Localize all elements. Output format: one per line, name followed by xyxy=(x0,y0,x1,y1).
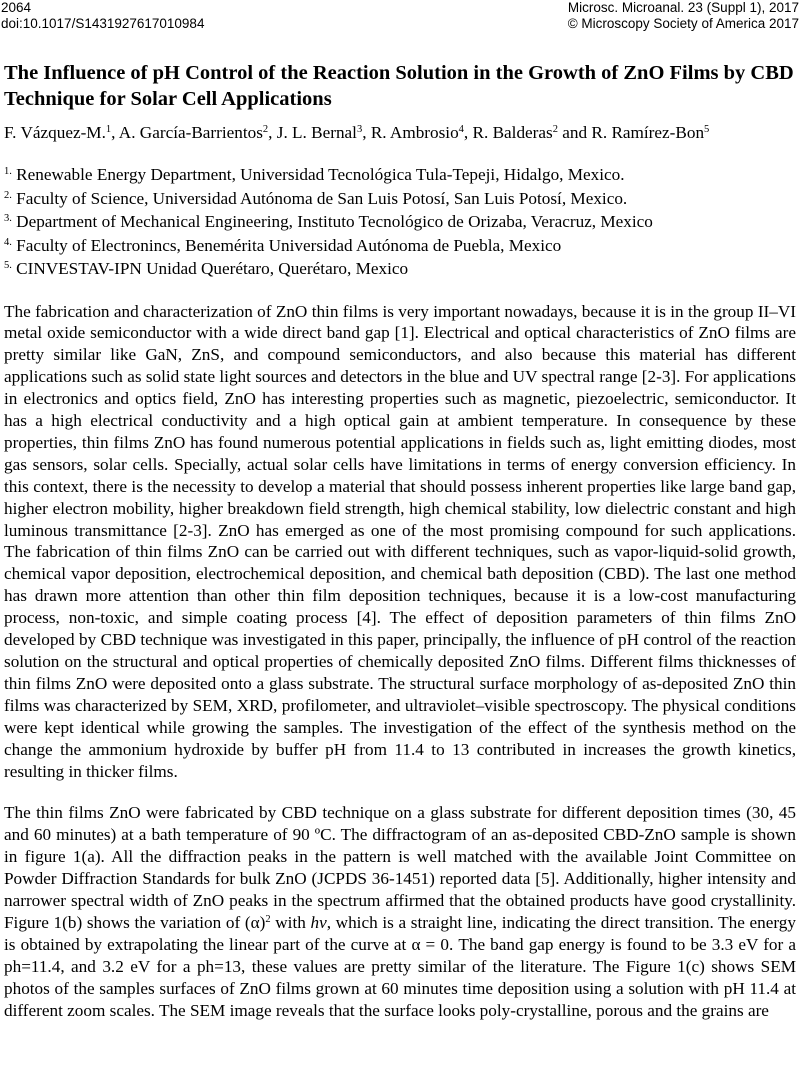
affiliation-text: CINVESTAV-IPN Unidad Querétaro, Querétaro, Mexico xyxy=(11,259,409,278)
affiliation-number: 3. xyxy=(4,213,12,224)
author-separator: , xyxy=(268,123,277,142)
author-name: R. Ramírez-Bon xyxy=(591,123,705,142)
author-affiliation-mark: 2 xyxy=(552,124,558,135)
results-paragraph xyxy=(4,802,796,1021)
author-name: A. García-Barrientos xyxy=(118,123,263,142)
header-right xyxy=(568,0,799,32)
author-list xyxy=(4,122,796,144)
author-separator: , xyxy=(362,123,371,142)
hv-symbol: hv xyxy=(310,912,327,932)
affiliation xyxy=(4,187,796,211)
results-text: , which is a straight line, indicating the direct transition. The energy is obtained by extrapolating the linear part of the curve at α = 0. The band gap energy is found to be 3.3 eV for a ph=11.4, and 3.2 eV for a ph=13, these values are pretty similar of the literature. The Figure 1(c) shows SEM photos of the samples surfaces of ZnO films grown at 60 minutes time deposition using a solution with pH 11.4 at different zoom scales. The SEM image reveals that the surface looks poly-crystalline, porous and the grains are xyxy=(4,912,796,1020)
author-name: J. L. Bernal xyxy=(276,123,357,142)
affiliation-text: Faculty of Electronincs, Benemérita Universidad Autónoma de Puebla, Mexico xyxy=(11,235,562,255)
header-left xyxy=(1,0,204,32)
affiliation-number: 5. xyxy=(4,260,12,271)
copyright: © Microscopy Society of America 2017 xyxy=(567,16,799,31)
doi: doi:10.1017/S1431927617010984 xyxy=(1,16,205,31)
affiliation-text: Renewable Energy Department, Universidad Tecnológica Tula-Tepeji, Hidalgo, Mexico. xyxy=(11,165,625,184)
author-affiliation-mark: 1 xyxy=(105,124,112,135)
author-separator: , xyxy=(463,123,473,142)
affiliation xyxy=(4,234,796,258)
affiliation-number: 4. xyxy=(4,236,12,248)
results-text: with xyxy=(270,912,311,932)
affiliation xyxy=(4,210,796,234)
author-name: F. Vázquez-M. xyxy=(4,123,106,142)
article-title: The Influence of pH Control of the Reaction Solution in the Growth of ZnO Films by CBD Technique for Solar Cell Applications xyxy=(4,62,794,110)
affiliation xyxy=(4,163,796,187)
author-affiliation-mark: 2 xyxy=(262,124,269,135)
article-body xyxy=(4,60,796,1022)
affiliation-list xyxy=(4,163,796,281)
results-text: The thin films ZnO were fabricated by CBD technique on a glass substrate for different deposition times (30, 45 and 60 minutes) at a bath temperature of 90 ºC. The diffractogram of an as-deposited CBD-ZnO sample is shown in figure 1(a). All the diffraction peaks in the pattern is well matched with the available Joint Committee on Powder Diffraction Standards for bulk ZnO (JCPDS 36-1451) reported data [5]. Additionally, higher intensity and narrower spectral width of ZnO peaks in the spectrum affirmed that the obtained products have good crystallinity. Figure 1(b) shows the variation of (α) xyxy=(4,803,796,932)
page-number: 2064 xyxy=(1,0,32,15)
author-separator: , xyxy=(111,123,119,142)
affiliation-text: Faculty of Science, Universidad Autónoma de San Luis Potosí, San Luis Potosí, Mexico. xyxy=(11,188,628,208)
author-affiliation-mark: 3 xyxy=(356,124,363,135)
affiliation xyxy=(4,257,796,281)
affiliation-number: 2. xyxy=(4,189,12,201)
author-name: R. Ambrosio xyxy=(370,123,459,142)
journal-citation: Microsc. Microanal. 23 (Suppl 1), 2017 xyxy=(567,0,799,15)
author-affiliation-mark: 4 xyxy=(458,124,464,135)
superscript: 2 xyxy=(265,913,271,925)
author-separator: and xyxy=(557,123,592,142)
intro-paragraph: The fabrication and characterization of ZnO thin films is very important nowadays, because it is in the group II–VI metal oxide semiconductor with a wide direct band gap [1]. Electrical and optical characteristics of ZnO films are pretty similar like GaN, ZnS, and compound semiconductors, and also because this material has different applications such as solid state light sources and detectors in the blue and UV spectral range [2-3]. For applications in electronics and optics field, ZnO has interesting properties such as magnetic, piezoelectric, semiconductor. It has a high electrical conductivity and a high optical gain at ambient temperature. In consequence by these properties, thin films ZnO has found numerous potential applications in fields such as, light emitting diodes, most gas sensors, solar cells. Specially, actual solar cells have limitations in terms of energy conversion efficiency. In this context, there is the necessity to develop a material that should possess inherent properties like large band gap, higher electron mobility, higher breakdown field strength, high chemical stability, low dielectric constant and high luminous transmittance [2-3]. ZnO has emerged as one of the most promising compound for such applications. The fabrication of thin films ZnO can be carried out with different techniques, such as vapor-liquid-solid growth, chemical vapor deposition, electrochemical deposition, and chemical bath deposition (CBD). The last one method has drawn more attention than other thin film deposition techniques, because it is a low-cost manufacturing process, non-toxic, and simple coating process [4]. The effect of deposition parameters of thin films ZnO developed by CBD technique was investigated in this paper, principally, the influence of pH control of the reaction solution on the structural and optical properties of chemically deposited ZnO films. Different films thicknesses of thin films ZnO were deposited onto a glass substrate. The structural surface morphology of as-deposited ZnO thin films was characterized by SEM, XRD, profilometer, and ultraviolet–visible spectroscopy. The physical conditions were kept identical while growing the samples. The investigation of the effect of the synthesis method on the change the ammonium hydroxide by buffer pH from 11.4 to 13 contributed in increases the growth kinetics, resulting in thicker films. xyxy=(4,301,796,781)
author-name: R. Balderas xyxy=(472,123,553,142)
affiliation-number: 1. xyxy=(4,166,12,177)
author-affiliation-mark: 5 xyxy=(704,124,710,135)
affiliation-text: Department of Mechanical Engineering, Instituto Tecnológico de Orizaba, Veracruz, Mexico xyxy=(11,212,653,231)
